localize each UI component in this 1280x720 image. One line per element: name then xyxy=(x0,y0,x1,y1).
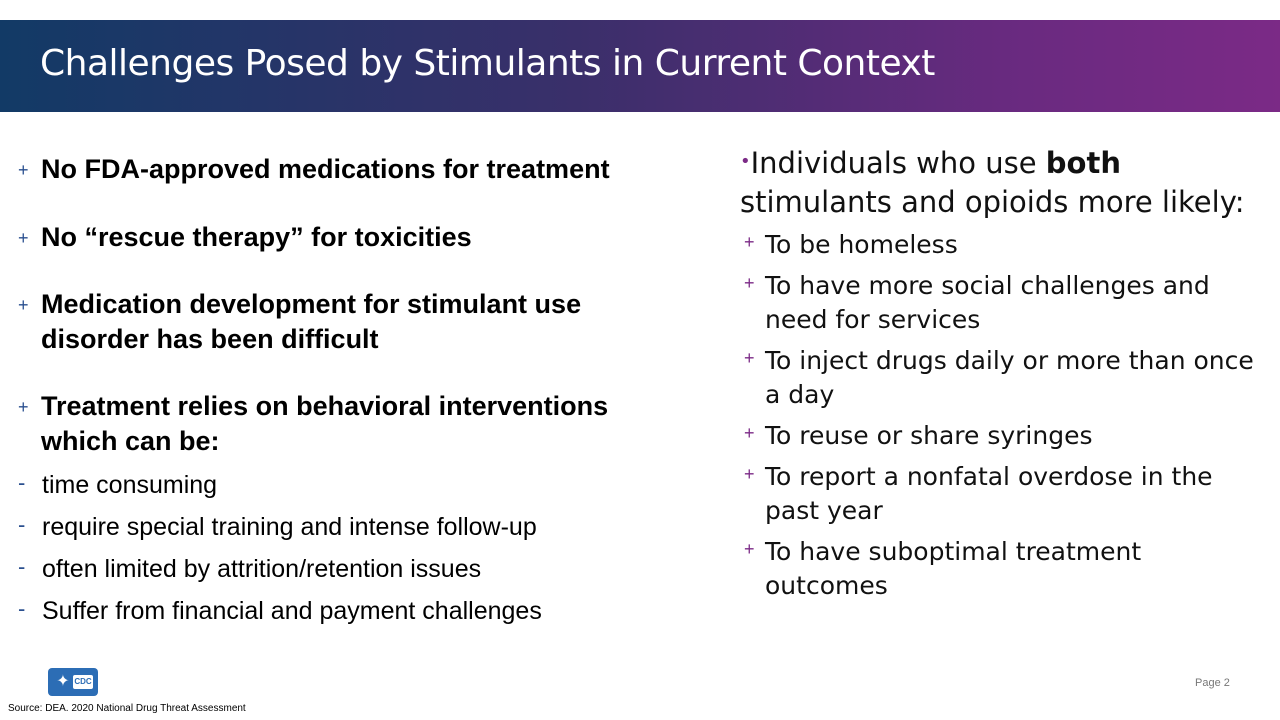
right-point-text: To have more social challenges and need for services xyxy=(765,271,1210,334)
dash-bullet-icon: - xyxy=(18,596,26,621)
plus-bullet-icon: + xyxy=(18,160,29,180)
plus-bullet-icon: + xyxy=(744,232,755,252)
plus-bullet-icon: + xyxy=(744,273,755,293)
dash-bullet-icon: - xyxy=(18,554,26,579)
hhs-eagle-icon: ✦ xyxy=(56,673,70,690)
left-subpoint-text: often limited by attrition/retention issues xyxy=(42,555,482,583)
left-point-text: No FDA-approved medications for treatment xyxy=(41,154,610,184)
left-subpoint-text: time consuming xyxy=(42,471,218,499)
round-bullet-icon: • xyxy=(740,151,751,172)
left-point-text: No “rescue therapy” for toxicities xyxy=(41,222,472,252)
left-point-text: Treatment relies on behavioral interventions which can be: xyxy=(41,391,609,456)
plus-bullet-icon: + xyxy=(744,423,755,443)
cdc-logo-text: CDC xyxy=(73,675,93,689)
right-point-text: To reuse or share syringes xyxy=(765,421,1093,450)
left-subpoint-text: Suffer from financial and payment challenges xyxy=(42,597,542,625)
heading-bold: both xyxy=(1045,146,1121,180)
plus-bullet-icon: + xyxy=(18,228,29,248)
dash-bullet-icon: - xyxy=(18,512,26,537)
dash-bullet-icon: - xyxy=(18,470,26,495)
right-heading xyxy=(740,142,1270,222)
cdc-logo xyxy=(48,668,98,696)
plus-bullet-icon: + xyxy=(744,348,755,368)
plus-bullet-icon: + xyxy=(744,464,755,484)
source-note: Source: DEA. 2020 National Drug Threat Assessment xyxy=(8,703,246,714)
right-point-text: To report a nonfatal overdose in the past year xyxy=(765,462,1213,525)
plus-bullet-icon: + xyxy=(18,295,29,315)
right-point-text: To have suboptimal treatment outcomes xyxy=(765,537,1142,600)
page-number: Page 2 xyxy=(1195,677,1230,689)
right-point-text: To be homeless xyxy=(765,230,958,259)
right-point-text: To inject drugs daily or more than once a day xyxy=(765,346,1254,409)
left-point-text: Medication development for stimulant use disorder has been difficult xyxy=(41,289,582,354)
plus-bullet-icon: + xyxy=(18,397,29,417)
title-bar xyxy=(0,20,1280,112)
plus-bullet-icon: + xyxy=(744,539,755,559)
heading-post: stimulants and opioids more likely: xyxy=(740,185,1245,219)
heading-pre: Individuals who use xyxy=(750,146,1046,180)
left-subpoint-text: require special training and intense follow-up xyxy=(42,513,537,541)
slide-title: Challenges Posed by Stimulants in Current Context xyxy=(40,43,935,84)
